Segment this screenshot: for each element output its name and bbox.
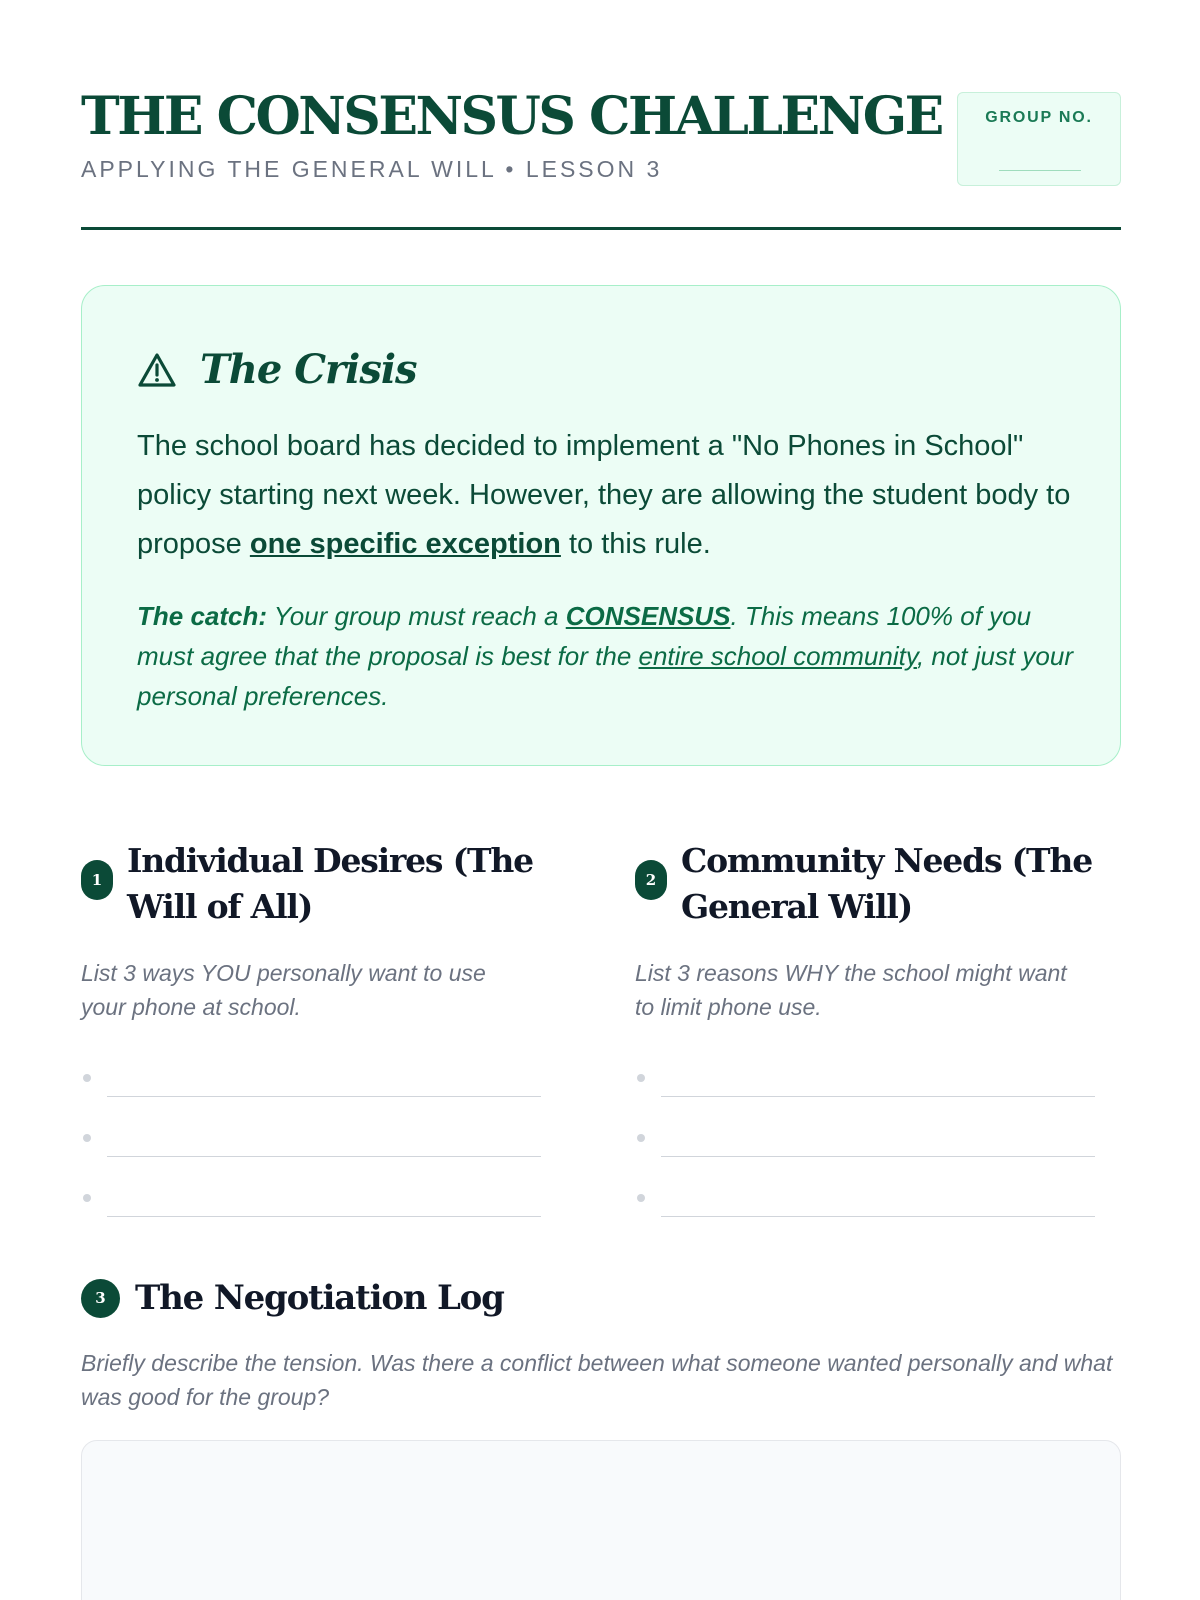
page-subtitle: APPLYING THE GENERAL WILL • LESSON 3 <box>81 156 663 182</box>
page-title: THE CONSENSUS CHALLENGE <box>81 86 942 147</box>
write-line <box>661 1216 1095 1217</box>
write-line <box>661 1156 1095 1157</box>
crisis-description <box>137 422 1077 569</box>
answer-line[interactable] <box>81 1056 541 1116</box>
bullet-dot <box>637 1074 645 1082</box>
crisis-catch <box>137 596 1082 716</box>
answer-lines <box>635 1056 1095 1236</box>
section-negotiation-log <box>81 1276 1121 1600</box>
answer-line[interactable] <box>635 1176 1095 1236</box>
group-number-label: GROUP NO. <box>985 109 1093 126</box>
write-line <box>107 1216 541 1217</box>
answer-line[interactable] <box>81 1116 541 1176</box>
crisis-card <box>81 285 1121 766</box>
bullet-dot <box>637 1134 645 1142</box>
crisis-emphasis: one specific exception <box>249 528 561 560</box>
section-instructions: List 3 ways YOU personally want to use your phone at school. <box>81 960 486 1020</box>
answer-line[interactable] <box>635 1056 1095 1116</box>
catch-label: The catch: <box>137 601 268 631</box>
section-instructions: Briefly describe the tension. Was there a conflict between what someone wanted personally and what was good for the group? <box>81 1350 1113 1410</box>
bullet-dot <box>83 1194 91 1202</box>
section-heading: The Negotiation Log <box>135 1278 504 1318</box>
consensus-emphasis: CONSENSUS <box>565 601 731 631</box>
worksheet-header <box>81 86 1121 230</box>
section-number-badge: 1 <box>81 860 113 900</box>
bullet-dot <box>637 1194 645 1202</box>
section-instructions: List 3 reasons WHY the school might want to limit phone use. <box>635 960 1067 1020</box>
answer-lines <box>81 1056 541 1236</box>
group-number-box <box>957 92 1121 186</box>
warning-triangle-icon <box>137 352 177 388</box>
crisis-text-part: The school board has decided to implement a "No Phones in School" policy starting next week. However, they are allowing the student body to propose <box>137 430 1071 560</box>
section-heading: Community Needs (The General Will) <box>681 841 1092 926</box>
section-individual-desires <box>81 838 541 1218</box>
crisis-text-part: to this rule. <box>560 528 711 560</box>
bullet-dot <box>83 1134 91 1142</box>
community-emphasis: entire school community <box>638 641 917 671</box>
catch-text: . This means 100% of you must agree that the proposal is best for the <box>137 601 1032 671</box>
section-community-needs <box>635 838 1095 1218</box>
write-line <box>107 1156 541 1157</box>
write-line <box>107 1096 541 1097</box>
bullet-dot <box>83 1074 91 1082</box>
section-number-badge: 3 <box>81 1279 120 1318</box>
catch-text: , not just your personal preferences. <box>137 641 1074 711</box>
section-number-badge: 2 <box>635 860 667 900</box>
group-number-field[interactable] <box>999 170 1081 171</box>
catch-text: Your group must reach a <box>267 601 566 631</box>
section-heading: Individual Desires (The Will of All) <box>127 841 533 926</box>
worksheet-page <box>81 0 1121 1600</box>
answer-line[interactable] <box>81 1176 541 1236</box>
negotiation-answer-box[interactable] <box>81 1440 1121 1600</box>
answer-line[interactable] <box>635 1116 1095 1176</box>
write-line <box>661 1096 1095 1097</box>
crisis-title: The Crisis <box>200 346 417 393</box>
